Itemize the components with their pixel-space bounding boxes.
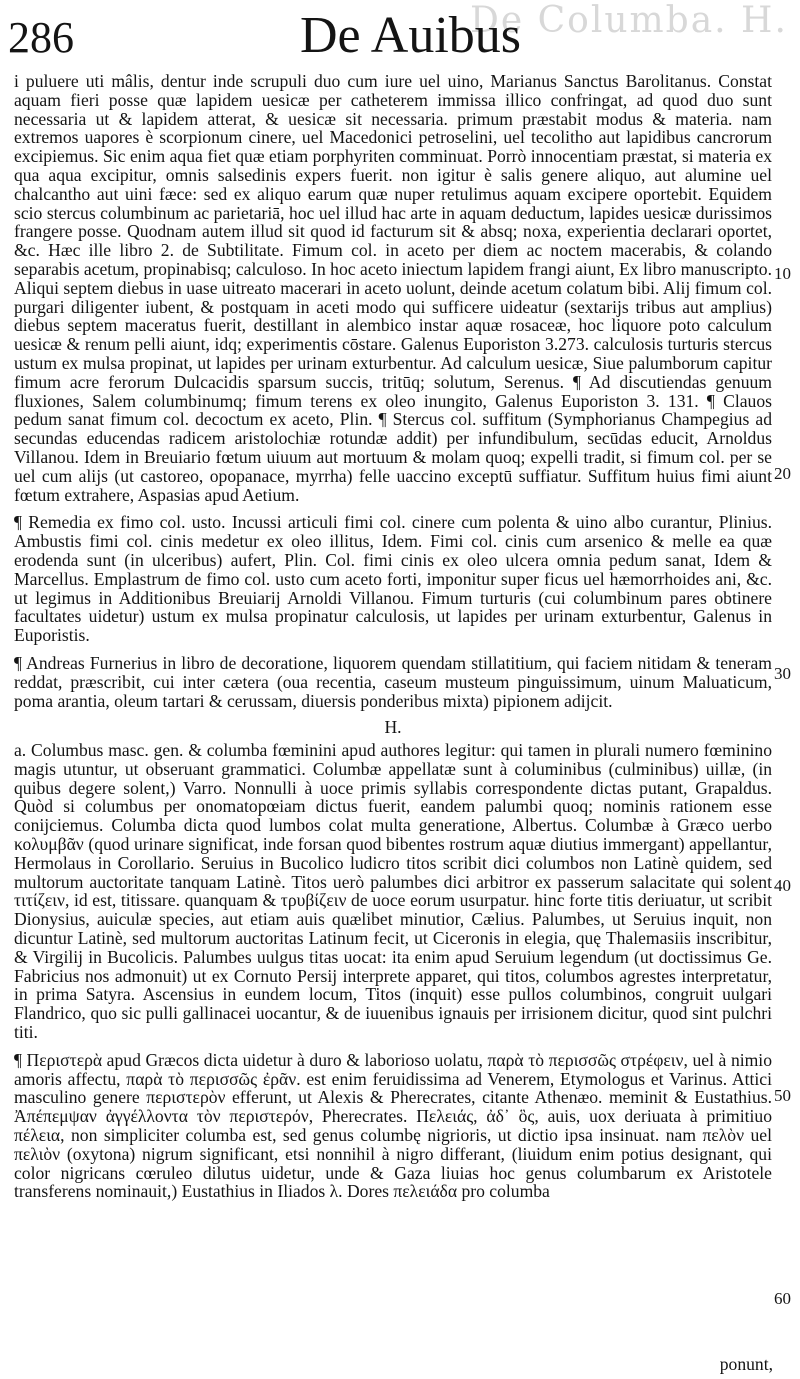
margin-line-number: 50 xyxy=(774,1086,791,1105)
margin-line-number: 40 xyxy=(774,876,791,895)
paragraph-remedies-calculus: i puluere uti mâlis, dentur inde scrupuli duo cum iure uel uino, Marianus Sanctus Barolitanus. Constat aquam fieri posse quæ lapidem uesicæ per catheterem immissa illico confringat, ad quod duo sunt necessaria ut & lapidem atterat, & uesicæ sit necessaria. primum præstabit modus & materia. nam extremos uapores è scorpionum cinere, uel Macedonici petroselini, uel tecolitho aut lapidibus cancrorum excipiemus. Sic enim aqua fiet quæ etiam porphyriten comminuat. Porrò innocentiam præstat, si materia ex qua aqua excipitur, omnis salsedinis expers fuerit. non igitur è salis genere aliquo, aut alumine uel chalcantho aut uini fæce: sed ex aliquo earum quæ nuper retulimus aquam excipere oportebit. Equidem scio stercus columbinum ac parietariā, hoc uel illud hac arte in aquam deductum, lapides uesicæ durissimos frangere posse. Quodnam autem illud sit quod id facturum sit & absq; noxa, experientia declarari oportet, &c. Hæc ille libro 2. de Subtilitate. Fimum col. in aceto per diem ac noctem macerabis, & colando separabis acetum, propinabisq; calculoso. In hoc aceto iniectum lapidem frangi aiunt, Ex libro manuscripto. Aliqui septem diebus in uase uitreato macerari in aceto uolunt, deinde acetum colatum bibi. Alij fimum col. purgari diligenter iubent, & postquam in aceti modo qui sufficere uideatur (sextarijs tribus aut amplius) diebus septem maceratus fuerit, destillant in alembico instar aquæ rosaceæ, hoc liquore poto calculum uesicæ & renum pelli aiunt, idq; experimentis cōstare. Galenus Euporiston 3.273. calculosis turturis stercus ustum ex mulsa propinat, ut lapides per urinam exturbentur. Ad calculum uesicæ, Siue palumborum capitur fimum acre ferorum Dulcacidis sparsum succis, tritūq; solutum, Serenus. ¶ Ad discutiendas genuum fluxiones, Salem columbinumq; fimum terens ex oleo inungito, Galenus Euporiston 3. 131. ¶ Clauos pedum sanat fimum col. decoctum ex aceto, Plin. ¶ Stercus col. suffitum (Symphorianus Champegius ad secundas educendas radicem aristolochiæ rotundæ addit) per infundibulum, secūdas educit, Arnoldus Villanou. Idem in Breuiario fœtum uiuum aut mortuum & molam quoq; expelli tradit, si fimum col. per se uel cum alijs (ut castoreo, opopanace, myrrha) felle uaccino exceptū suffiatur. Suffitum huius fimi aiunt fœtum extrahere, Aspasias apud Aetium. xyxy=(14,71,772,505)
paragraph-furnerius: ¶ Andreas Furnerius in libro de decoratione, liquorem quendam stillatitium, qui faciem nitidam & teneram reddat, præscribit, cui inter cætera (oua recentia, caseum musteum pinguissimum, uinum Maluaticum, poma arantia, oleum tartari & cerussam, diuersis ponderibus mixta) pipionem adijcit. xyxy=(14,652,772,711)
paragraph-etymology-latin: a. Columbus masc. gen. & columba fœminini apud authores legitur: qui tamen in plurali numero fœminino magis utuntur, ut obseruant grammatici. Columbæ appellatæ sunt à columinibus (culminibus) uillæ, (in quibus degere solent,) Varro. Nonnulli à uoce primis syllabis correspondente dictas putant, Grapaldus. Quòd si columbus per onomatopœiam dictus fuerit, eandem palumbi quoq; nominis rationem esse conijciemus. Columba dicta quod lumbos colat multa generatione, Albertus. Columbæ à Græco uerbo κολυμβᾶν (quod urinare significat, inde forsan quod bibentes rostrum aquæ diutius immergant) appellantur, Hermolaus in Corollario. Seruius in Bucolico ludicro titos scribit dici columbos non Latinè quidem, sed multorum auctoritate tanquam Latinè. Titos uerò palumbes dici arbitror ex passerum salacitate qui solent τιτίζειν, id est, titissare. quanquam & τρυβίζειν de uoce eorum usurpatur. hinc forte titis deriuatur, ut scribit Dionysius, auiculæ species, aut etiam auis quælibet minutior, Cælius. Palumbes, ut Seruius inquit, non dicuntur Latinè, sed multorum auctoritas Latinum fecit, ut Ciceronis in elegia, quę Thalemasiis inscribitur, & Virgilij in Bucolicis. Palumbes uulgus titas uocat: ita enim apud Seruium legendum (ut doctissimus Ge. Fabricius nos admonuit) ut ex Cornuto Persij interprete apparet, qui titos, columbos agrestes interpretatur, in prima Satyra. Ascensius in eundem locum, Titos (inquit) esse pullos columbinos, congruit uulgari Flandrico, quo sic pulli gallinacei uocantur, & de iuuenibus ignauis per irrisionem dicitur, quod sint pulchri titi. xyxy=(14,740,772,1043)
margin-line-number: 20 xyxy=(774,464,791,483)
body-text xyxy=(14,72,772,1201)
section-letter: H. xyxy=(384,717,402,738)
margin-line-number: 10 xyxy=(774,264,791,283)
margin-line-number: 60 xyxy=(774,1289,791,1308)
paragraph-ash-remedies: ¶ Remedia ex fimo col. usto. Incussi articuli fimi col. cinere cum polenta & uino albo curantur, Plinius. Ambustis fimi col. cinis medetur ex oleo illitus, Idem. Fimi col. cinis cum arsenico & melle ea quæ erodenda sunt (in ulceribus) aufert, Plin. Col. fimi cinis ex oleo ulcera omnia pedum sanat, Idem & Marcellus. Emplastrum de fimo col. usto cum aceto forti, imponitur super ficus uel hæmorrhoides ani, &c. ut legimus in Additionibus Breuiarij Arnoldi Villanou. Fimum turturis (cui columbinum pares obtinere facultates uidetur) ustum ex mulsa propinatur calculosis, ut lapides per urinam exturbentur, Galenus in Euporistis. xyxy=(14,512,772,646)
running-title: De Auibus xyxy=(300,7,521,64)
page-number: 286 xyxy=(8,13,74,62)
margin-line-number: 30 xyxy=(774,664,791,683)
catchword: ponunt, xyxy=(719,1354,773,1374)
faded-bleedthrough-heading: De Columba. H. xyxy=(470,0,788,41)
paragraph-etymology-greek: ¶ Περιστερὰ apud Græcos dicta uidetur à duro & laborioso uolatu, παρὰ τὸ περισσῶς στρέφειν, uel à nimio amoris affectu, παρὰ τὸ περισσῶς ἐρᾶν. est enim feruidissima ad Venerem, Etymologus et Varinus. Attici masculino genere περιστερὸν efferunt, ut Alexis & Pherecrates, citante Athenæo. meminit & Eustathius. Ἀπέπεμψαν ἀγγέλλοντα τὸν περιστερόν, Pherecrates. Πελειάς, ἀδ᾽ ὃς, auis, uox deriuata à primitiuo πέλεια, non simpliciter columba est, sed genus columbę nigrioris, ut dictio ipsa insinuat. nam πελὸν uel πελιὸν (oxytona) nigrum significant, etsi nonnihil à nigro differant, (liuidum enim potius designant, qui color nigricans cœruleo dilutus uidetur, unde & Gaza liuias hoc genus columbarum ex Aristotele transferens nominauit,) Eustathius in Iliados λ. Dores πελειάδα pro columba xyxy=(14,1049,772,1202)
